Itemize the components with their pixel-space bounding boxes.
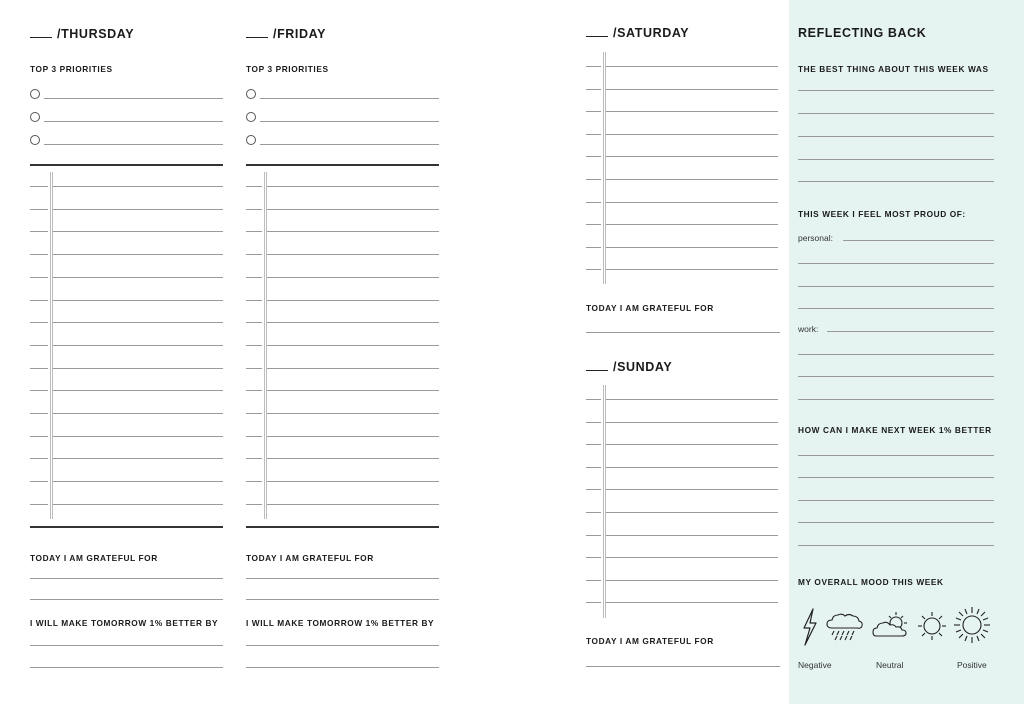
friday-time-stub [246,300,262,301]
personal-line[interactable] [843,240,994,241]
friday-time-stub [246,481,262,482]
thursday-title: /THURSDAY [30,27,134,41]
friday-schedule-divider [264,172,265,519]
friday-schedule-bottom-border [246,526,439,528]
thursday-priorities-label: TOP 3 PRIORITIES [30,64,113,74]
thursday-better-line[interactable] [30,645,223,646]
thursday-schedule-line[interactable] [53,300,223,301]
thursday-time-stub [30,368,48,369]
friday-priority-line[interactable] [260,144,439,145]
thursday-time-stub [30,436,48,437]
friday-schedule-line[interactable] [267,277,439,278]
best-thing-line[interactable] [798,113,994,114]
saturday-schedule-line[interactable] [606,111,778,112]
work-line[interactable] [798,376,994,377]
saturday-time-stub [586,269,601,270]
thursday-time-stub [30,322,48,323]
friday-title: /FRIDAY [246,27,326,41]
thursday-grateful-line[interactable] [30,578,223,579]
saturday-title: /SATURDAY [586,26,689,40]
friday-time-stub [246,504,262,505]
sunday-schedule-line[interactable] [606,422,778,423]
sun-behind-cloud-icon[interactable] [872,611,910,639]
thursday-time-stub [30,345,48,346]
friday-priority-line[interactable] [260,98,439,99]
saturday-schedule-divider [605,52,606,284]
sunday-time-stub [586,489,601,490]
friday-time-stub [246,436,262,437]
thursday-priority-line[interactable] [44,121,223,122]
saturday-grateful-line[interactable] [586,332,780,333]
friday-priority-checkbox[interactable] [246,112,256,122]
thursday-schedule-line[interactable] [53,436,223,437]
mood-negative-label: Negative [798,660,832,670]
thursday-schedule-line[interactable] [53,390,223,391]
thursday-schedule-line[interactable] [53,277,223,278]
thursday-time-stub [30,413,48,414]
saturday-time-stub [586,134,601,135]
next-week-better-line[interactable] [798,522,994,523]
saturday-time-stub [586,66,601,67]
sunday-grateful-label: TODAY I AM GRATEFUL FOR [586,636,714,646]
thursday-schedule-line[interactable] [53,345,223,346]
saturday-schedule-line[interactable] [606,224,778,225]
friday-schedule-line[interactable] [267,481,439,482]
thursday-schedule-top-border [30,164,223,166]
friday-time-stub [246,277,262,278]
friday-schedule-line[interactable] [267,231,439,232]
thursday-schedule-line[interactable] [53,231,223,232]
friday-schedule-top-border [246,164,439,166]
small-sun-icon[interactable] [917,611,947,641]
thursday-time-stub [30,458,48,459]
sunday-schedule-divider [605,385,606,618]
saturday-grateful-label: TODAY I AM GRATEFUL FOR [586,303,714,313]
big-sun-icon[interactable] [953,606,991,644]
sunday-schedule-line[interactable] [606,535,778,536]
friday-priority-line[interactable] [260,121,439,122]
friday-schedule-line[interactable] [267,436,439,437]
best-thing-line[interactable] [798,181,994,182]
friday-better-line[interactable] [246,645,439,646]
sunday-time-stub [586,444,601,445]
sunday-time-stub [586,535,601,536]
personal-line[interactable] [798,263,994,264]
friday-schedule-line[interactable] [267,345,439,346]
best-thing-line[interactable] [798,90,994,91]
sunday-title: /SUNDAY [586,360,672,374]
thursday-time-stub [30,481,48,482]
friday-time-stub [246,390,262,391]
thursday-schedule-line[interactable] [53,458,223,459]
best-thing-line[interactable] [798,136,994,137]
thursday-priority-line[interactable] [44,144,223,145]
sunday-time-stub [586,602,601,603]
work-label: work: [798,324,819,334]
sunday-schedule-line[interactable] [606,467,778,468]
thursday-time-stub [30,186,48,187]
friday-grateful-line[interactable] [246,578,439,579]
saturday-time-stub [586,179,601,180]
saturday-schedule-line[interactable] [606,89,778,90]
mood-positive-label: Positive [957,660,987,670]
friday-schedule-divider [266,172,267,519]
saturday-schedule-line[interactable] [606,269,778,270]
friday-schedule-line[interactable] [267,254,439,255]
thursday-schedule-line[interactable] [53,481,223,482]
reflecting-back-title: REFLECTING BACK [798,26,927,40]
work-line[interactable] [827,331,994,332]
friday-priority-checkbox[interactable] [246,135,256,145]
sunday-schedule-line[interactable] [606,580,778,581]
saturday-schedule-line[interactable] [606,66,778,67]
reflecting-back-panel [789,0,1024,704]
friday-schedule-line[interactable] [267,504,439,505]
mood-label: MY OVERALL MOOD THIS WEEK [798,577,944,587]
saturday-time-stub [586,156,601,157]
thursday-grateful-line[interactable] [30,599,223,600]
sunday-schedule-line[interactable] [606,399,778,400]
thursday-priority-checkbox[interactable] [30,89,40,99]
lightning-icon[interactable] [800,608,820,646]
friday-schedule-line[interactable] [267,368,439,369]
thursday-schedule-line[interactable] [53,186,223,187]
best-thing-line[interactable] [798,159,994,160]
friday-schedule-line[interactable] [267,413,439,414]
friday-better-line[interactable] [246,667,439,668]
thursday-time-stub [30,209,48,210]
next-week-better-line[interactable] [798,477,994,478]
friday-time-stub [246,254,262,255]
thursday-time-stub [30,300,48,301]
thursday-schedule-line[interactable] [53,209,223,210]
personal-line[interactable] [798,286,994,287]
thursday-better-line[interactable] [30,667,223,668]
saturday-schedule-line[interactable] [606,247,778,248]
sunday-schedule-divider [603,385,604,618]
saturday-time-stub [586,111,601,112]
friday-time-stub [246,186,262,187]
work-line[interactable] [798,399,994,400]
friday-schedule-line[interactable] [267,186,439,187]
sunday-time-stub [586,467,601,468]
thursday-time-stub [30,231,48,232]
saturday-time-stub [586,89,601,90]
sunday-schedule-line[interactable] [606,489,778,490]
saturday-schedule-line[interactable] [606,156,778,157]
saturday-schedule-line[interactable] [606,202,778,203]
saturday-schedule-line[interactable] [606,134,778,135]
friday-time-stub [246,368,262,369]
thursday-time-stub [30,254,48,255]
thursday-schedule-line[interactable] [53,254,223,255]
friday-priorities-label: TOP 3 PRIORITIES [246,64,329,74]
sunday-schedule-line[interactable] [606,602,778,603]
thursday-time-stub [30,390,48,391]
saturday-schedule-line[interactable] [606,179,778,180]
thursday-priority-line[interactable] [44,98,223,99]
thursday-priority-checkbox[interactable] [30,112,40,122]
friday-better-label: I WILL MAKE TOMORROW 1% BETTER BY [246,618,435,628]
best-thing-label: THE BEST THING ABOUT THIS WEEK WAS [798,64,989,74]
thursday-schedule-line[interactable] [53,322,223,323]
thursday-schedule-divider [50,172,51,519]
saturday-time-stub [586,202,601,203]
friday-priority-checkbox[interactable] [246,89,256,99]
thursday-schedule-line[interactable] [53,504,223,505]
personal-line[interactable] [798,308,994,309]
sunday-schedule-line[interactable] [606,557,778,558]
saturday-schedule-divider [603,52,604,284]
saturday-time-stub [586,247,601,248]
next-week-better-line[interactable] [798,500,994,501]
sunday-time-stub [586,512,601,513]
friday-schedule-line[interactable] [267,209,439,210]
sunday-time-stub [586,399,601,400]
friday-grateful-line[interactable] [246,599,439,600]
thursday-time-stub [30,504,48,505]
thursday-grateful-label: TODAY I AM GRATEFUL FOR [30,553,158,563]
sunday-time-stub [586,422,601,423]
thursday-schedule-divider [52,172,53,519]
next-week-better-line[interactable] [798,455,994,456]
thursday-schedule-bottom-border [30,526,223,528]
sunday-grateful-line[interactable] [586,666,780,667]
friday-time-stub [246,413,262,414]
thursday-schedule-line[interactable] [53,413,223,414]
friday-time-stub [246,322,262,323]
sunday-schedule-line[interactable] [606,512,778,513]
rain-cloud-icon[interactable] [826,612,864,642]
friday-time-stub [246,209,262,210]
thursday-better-label: I WILL MAKE TOMORROW 1% BETTER BY [30,618,219,628]
friday-time-stub [246,231,262,232]
proud-label: THIS WEEK I FEEL MOST PROUD OF: [798,209,966,219]
sunday-schedule-line[interactable] [606,444,778,445]
mood-neutral-label: Neutral [876,660,904,670]
saturday-time-stub [586,224,601,225]
personal-label: personal: [798,233,833,243]
friday-schedule-line[interactable] [267,322,439,323]
thursday-schedule-line[interactable] [53,368,223,369]
friday-schedule-line[interactable] [267,390,439,391]
next-week-better-line[interactable] [798,545,994,546]
thursday-time-stub [30,277,48,278]
sunday-time-stub [586,580,601,581]
friday-time-stub [246,345,262,346]
thursday-priority-checkbox[interactable] [30,135,40,145]
work-line[interactable] [798,354,994,355]
friday-grateful-label: TODAY I AM GRATEFUL FOR [246,553,374,563]
next-week-better-label: HOW CAN I MAKE NEXT WEEK 1% BETTER [798,425,992,435]
friday-schedule-line[interactable] [267,458,439,459]
sunday-time-stub [586,557,601,558]
friday-time-stub [246,458,262,459]
friday-schedule-line[interactable] [267,300,439,301]
